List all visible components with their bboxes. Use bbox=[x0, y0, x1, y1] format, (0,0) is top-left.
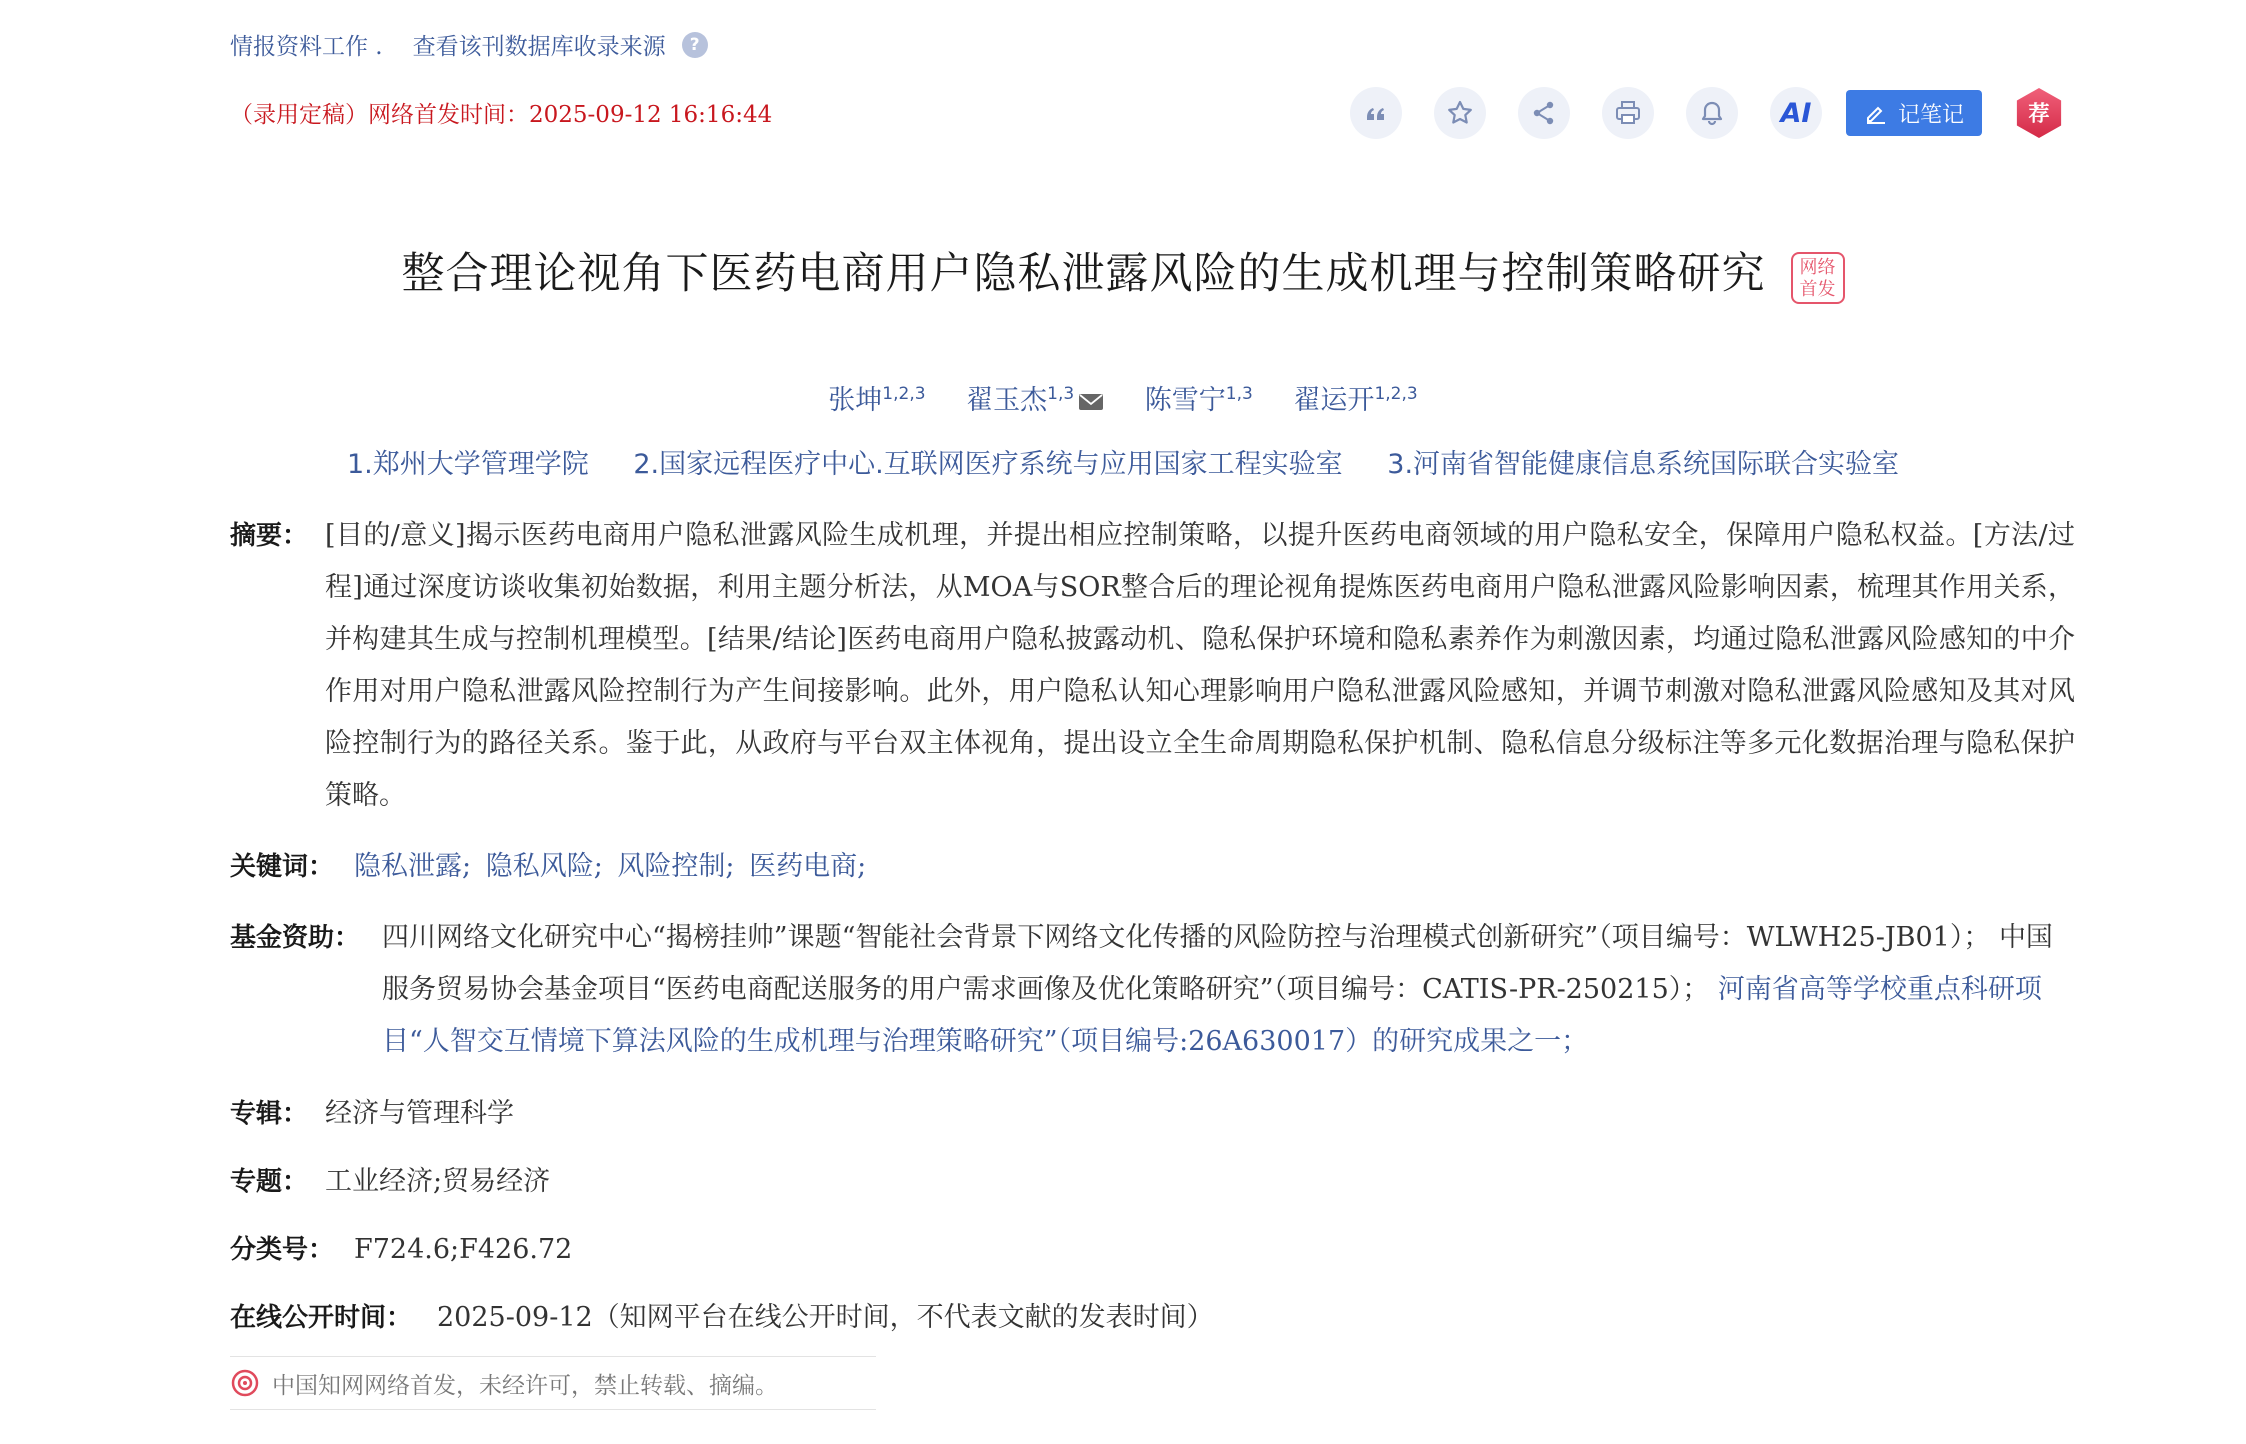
star-icon[interactable] bbox=[1434, 87, 1486, 139]
online-time-value: 2025-09-12（知网平台在线公开时间，不代表文献的发表时间） bbox=[437, 1302, 1214, 1333]
share-icon[interactable] bbox=[1518, 87, 1570, 139]
keywords-row bbox=[230, 841, 2075, 893]
class-label: 分类号： bbox=[230, 1235, 335, 1265]
mail-icon[interactable] bbox=[1078, 392, 1104, 412]
abstract-label: 摘要： bbox=[230, 521, 309, 551]
ai-icon[interactable] bbox=[1770, 87, 1822, 139]
note-label: 记笔记 bbox=[1898, 102, 1965, 128]
abstract-text: [目的/意义]揭示医药电商用户隐私泄露风险生成机理，并提出相应控制策略，以提升医药电商领域的用户隐私安全，保障用户隐私权益。[方法/过程]通过深度访谈收集初始数据，利用主题分析法，从MOA与SOR整合后的理论视角提炼医药电商用户隐私泄露风险影响因素，梳理其作用关系，并构建其生成与控制机理模型。[结果/结论]医药电商用户隐私披露动机、隐私保护环境和隐私素养作为刺激因素，均通过隐私泄露风险感知的中介作用对用户隐私泄露风险控制行为产生间接影响。此外，用户隐私认知心理影响用户隐私泄露风险感知，并调节刺激对隐私泄露风险感知及其对风险控制行为的路径关系。鉴于此，从政府与平台双主体视角，提出设立全生命周期隐私保护机制、隐私信息分级标注等多元化数据治理与隐私保护策略。 bbox=[325, 520, 2075, 811]
copyright-notice bbox=[230, 1356, 876, 1410]
fund-label: 基金资助： bbox=[230, 923, 361, 953]
abstract-row bbox=[230, 510, 2075, 822]
fund-item: 四川网络文化研究中心“揭榜挂帅”课题“智能社会背景下网络文化传播的风险防控与治理模式创新研究”（项目编号：WLWH25-JB01）； bbox=[382, 922, 1991, 953]
note-button[interactable] bbox=[1846, 90, 1982, 136]
author-link[interactable]: 翟玉杰$^{1,3}$ bbox=[966, 385, 1104, 416]
source-link[interactable]: 查看该刊数据库收录来源 bbox=[412, 34, 666, 60]
author-link[interactable]: 翟运开$^{1,2,3}$ bbox=[1293, 384, 1418, 416]
recommend-icon bbox=[2014, 85, 2064, 141]
keyword-link[interactable]: 隐私泄露; bbox=[354, 851, 472, 882]
organization-link[interactable]: 3.河南省智能健康信息系统国际联合实验室 bbox=[1387, 449, 1900, 480]
journal-header bbox=[230, 28, 708, 61]
series-label: 专辑： bbox=[230, 1099, 309, 1129]
recommend-label: 荐 bbox=[2028, 100, 2050, 126]
keyword-link[interactable]: 医药电商; bbox=[749, 851, 867, 882]
keyword-link[interactable]: 风险控制; bbox=[617, 851, 735, 882]
print-icon[interactable] bbox=[1602, 87, 1654, 139]
online-time-row bbox=[230, 1292, 2075, 1344]
badge-line1: 网络 bbox=[1799, 256, 1836, 278]
author-list bbox=[0, 378, 2246, 417]
quote-icon[interactable] bbox=[1350, 87, 1402, 139]
fund-item[interactable]: 河南省高等学校重点科研项目“人智交互情境下算法风险的生成机理与治理策略研究”（项目编号:26A630017）的研究成果之一； bbox=[382, 974, 2042, 1057]
keywords-label: 关键词： bbox=[230, 852, 335, 882]
series-value: 经济与管理科学 bbox=[325, 1098, 514, 1129]
author-link[interactable]: 张坤$^{1,2,3}$ bbox=[828, 384, 926, 416]
online-time-label: 在线公开时间： bbox=[230, 1303, 413, 1333]
target-icon bbox=[230, 1368, 260, 1398]
fund-item: 中国服务贸易协会基金项目“医药电商配送服务的用户需求画像及优化策略研究”（项目编号：CATIS-PR-250215）； bbox=[382, 922, 2053, 1005]
topic-value: 工业经济;贸易经济 bbox=[325, 1166, 551, 1197]
article-title: 整合理论视角下医药电商用户隐私泄露风险的生成机理与控制策略研究 bbox=[401, 249, 1766, 299]
online-first-badge bbox=[1791, 252, 1845, 304]
organization-link[interactable]: 1.郑州大学管理学院 bbox=[346, 449, 589, 480]
keyword-link[interactable]: 隐私风险; bbox=[485, 851, 603, 882]
publish-status: （录用定稿）网络首发时间：2025-09-12 16:16:44 bbox=[230, 102, 773, 128]
class-value: F724.6;F426.72 bbox=[354, 1234, 573, 1265]
question-icon[interactable]: ? bbox=[682, 32, 708, 58]
title-area bbox=[0, 240, 2246, 310]
toolbar bbox=[1350, 86, 2064, 140]
class-row bbox=[230, 1224, 2075, 1276]
badge-line2: 首发 bbox=[1799, 278, 1836, 300]
bell-icon[interactable] bbox=[1686, 87, 1738, 139]
organization-list bbox=[0, 442, 2246, 481]
copyright-text: 中国知网网络首发，未经许可，禁止转载、摘编。 bbox=[272, 1372, 778, 1399]
topic-label: 专题： bbox=[230, 1167, 309, 1197]
topic-row bbox=[230, 1156, 2075, 1208]
edit-icon bbox=[1864, 101, 1888, 125]
series-row bbox=[230, 1088, 2075, 1140]
organization-link[interactable]: 2.国家远程医疗中心.互联网医疗系统与应用国家工程实验室 bbox=[633, 449, 1343, 480]
fund-row bbox=[230, 912, 2075, 1068]
recommend-button[interactable] bbox=[2014, 86, 2064, 140]
journal-name[interactable]: 情报资料工作 . bbox=[230, 34, 383, 60]
author-link[interactable]: 陈雪宁$^{1,3}$ bbox=[1144, 384, 1253, 416]
ai-label: AI bbox=[1780, 97, 1812, 129]
